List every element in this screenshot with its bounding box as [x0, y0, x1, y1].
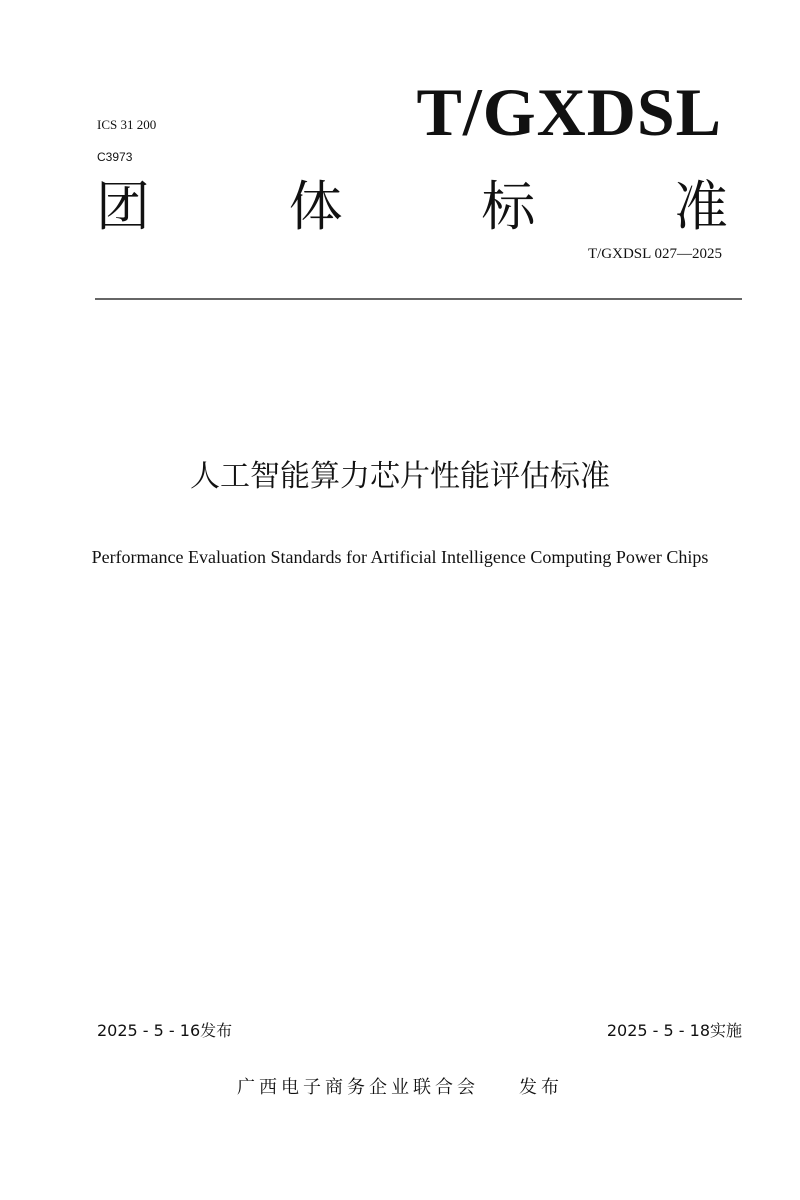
document-type-char: 团 [96, 175, 150, 238]
ics-code: ICS 31 200 [97, 117, 157, 132]
document-type-char: 准 [673, 175, 728, 238]
release-date: 2025 - 5 - 16发布 [97, 1021, 233, 1040]
publisher-name: 广西电子商务企业联合会 [237, 1077, 479, 1098]
document-title-chinese: 人工智能算力芯片性能评估标准 [190, 459, 610, 494]
document-title-english: Performance Evaluation Standards for Artificial Intelligence Computing Power Chips [91, 547, 709, 567]
standard-number: T/GXDSL 027—2025 [587, 246, 722, 262]
document-type-heading [96, 175, 728, 238]
ccs-code: C3973 [97, 150, 133, 164]
header-divider [95, 298, 742, 300]
publish-label: 发布 [519, 1077, 563, 1098]
implementation-date: 2025 - 5 - 18实施 [606, 1021, 742, 1040]
publisher-line [0, 1073, 800, 1099]
document-type-char: 标 [481, 175, 536, 238]
document-type-char: 体 [288, 175, 343, 238]
standard-prefix-logo: T/GXDSL [416, 74, 722, 150]
